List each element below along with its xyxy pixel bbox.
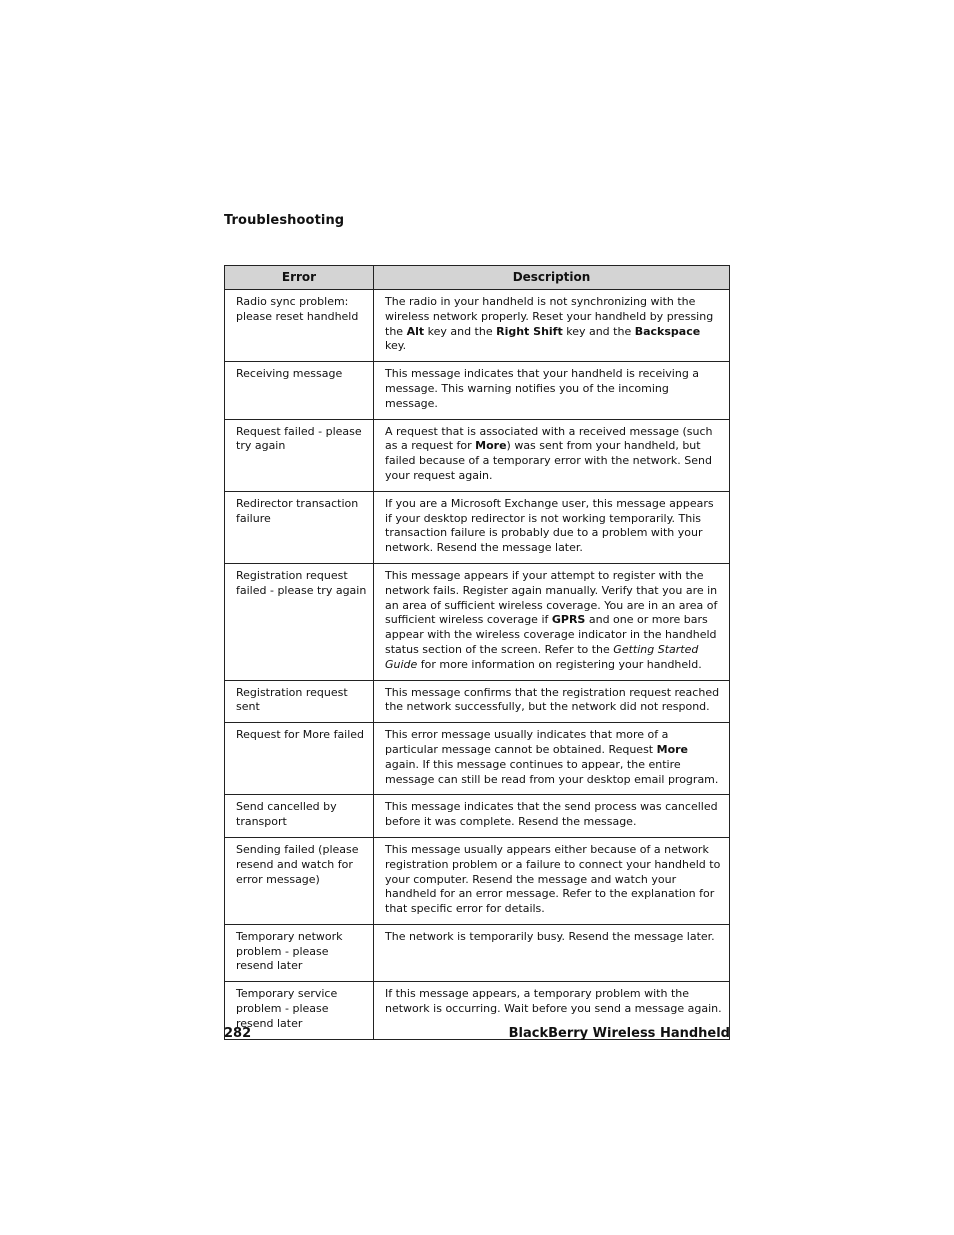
error-cell: Request failed - please try again xyxy=(225,419,374,491)
error-table xyxy=(224,265,730,1040)
description-text: The radio in your handheld is not synchronizing with the wireless network properly. Reset your handheld by pressing the xyxy=(385,295,714,338)
description-text: This error message usually indicates that more of a particular message cannot be obtained. Request xyxy=(385,728,669,756)
description-cell xyxy=(374,795,730,838)
description-text: again. If this message continues to appear, the entire message can still be read from your desktop email program. xyxy=(385,757,719,786)
description-text: The network is temporarily busy. Resend the message later. xyxy=(385,929,715,943)
table-row xyxy=(225,795,730,838)
table-row xyxy=(225,491,730,563)
description-cell xyxy=(374,837,730,924)
description-cell xyxy=(374,680,730,723)
table-row xyxy=(225,924,730,981)
description-cell xyxy=(374,723,730,795)
table-row xyxy=(225,362,730,419)
description-cell xyxy=(374,419,730,491)
book-title: BlackBerry Wireless Handheld xyxy=(508,1026,730,1041)
description-cell xyxy=(374,563,730,680)
description-text: This message indicates that the send process was cancelled before it was complete. Resend the message. xyxy=(385,800,718,829)
error-cell: Request for More failed xyxy=(225,723,374,795)
table-row xyxy=(225,290,730,362)
guide-title: Getting Started Guide xyxy=(385,642,699,671)
description-text: If you are a Microsoft Exchange user, this message appears if your desktop redirector is not working temporarily. This transaction failure is probably due to a problem with your network. Resend the message later. xyxy=(385,496,714,555)
description-text: and one or more bars appear with the wireless coverage indicator in the handheld status section of the screen. Refer to the xyxy=(385,613,717,656)
description-cell xyxy=(374,290,730,362)
description-cell xyxy=(374,924,730,981)
table-row xyxy=(225,837,730,924)
description-text: ) was sent from your handheld, but failed because of a temporary error with the network. Send your request again. xyxy=(385,439,712,482)
description-text: A request that is associated with a received message (such as a request for xyxy=(385,424,713,453)
error-cell: Temporary network problem - please resend later xyxy=(225,924,374,981)
description-text: key. xyxy=(385,339,407,353)
error-cell: Sending failed (please resend and watch for error message) xyxy=(225,837,374,924)
description-text: key and the xyxy=(424,324,497,338)
error-cell: Registration request sent xyxy=(225,680,374,723)
header-description: Description xyxy=(374,266,730,290)
key-name: More xyxy=(656,742,689,756)
description-text: key and the xyxy=(562,324,635,338)
section-title: Troubleshooting xyxy=(224,213,345,228)
key-name: Right Shift xyxy=(496,324,563,338)
error-cell: Redirector transaction failure xyxy=(225,491,374,563)
page-number: 282 xyxy=(224,1026,252,1041)
table-row xyxy=(225,563,730,680)
error-cell: Send cancelled by transport xyxy=(225,795,374,838)
key-name: Backspace xyxy=(634,324,701,338)
description-cell xyxy=(374,362,730,419)
error-cell: Temporary service problem - please resend later xyxy=(225,982,374,1039)
table-header-row xyxy=(225,266,730,290)
error-cell: Registration request failed - please try again xyxy=(225,563,374,680)
error-cell: Radio sync problem: please reset handheld xyxy=(225,290,374,362)
description-text: This message appears if your attempt to register with the network fails. Register again manually. Verify that you are in an area of sufficient wireless coverage. You are in an area of sufficient wireless coverage if xyxy=(385,568,718,627)
table-body xyxy=(225,290,730,1040)
key-name: More xyxy=(475,439,507,453)
description-text: This message confirms that the registration request reached the network successfully, but the network did not respond. xyxy=(385,685,720,714)
table-row xyxy=(225,680,730,723)
description-cell xyxy=(374,491,730,563)
error-cell: Receiving message xyxy=(225,362,374,419)
key-name: GPRS xyxy=(551,613,586,627)
description-text: for more information on registering your handheld. xyxy=(417,657,702,671)
table-row xyxy=(225,419,730,491)
table-row xyxy=(225,723,730,795)
description-text: If this message appears, a temporary problem with the network is occurring. Wait before you send a message again. xyxy=(385,987,722,1016)
header-error: Error xyxy=(225,266,374,290)
description-text: This message indicates that your handheld is receiving a message. This warning notifies you of the incoming message. xyxy=(385,367,700,410)
key-name: Alt xyxy=(406,324,425,338)
description-text: This message usually appears either because of a network registration problem or a failure to connect your handheld to your computer. Resend the message and watch your handheld for an error message. Refer to the explanation for that specific error for details. xyxy=(385,842,721,916)
